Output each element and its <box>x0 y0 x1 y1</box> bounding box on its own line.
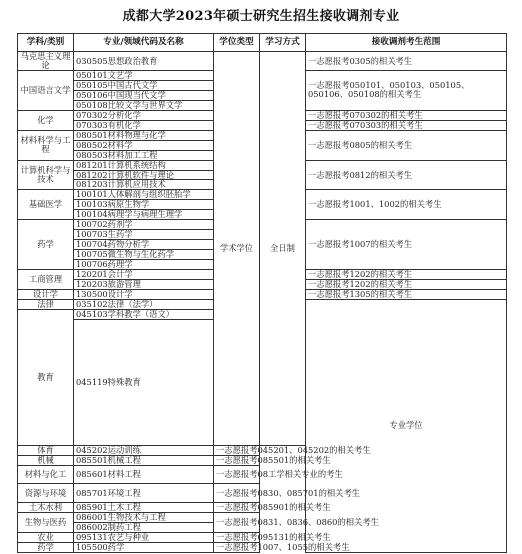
major-cell: 080503材料加工工程 <box>74 150 214 160</box>
subject-cell: 基础医学 <box>18 190 74 220</box>
subject-cell: 材料科学与工程 <box>18 130 74 160</box>
degree-type-cell: 专业学位 <box>306 299 507 552</box>
major-cell: 070303有机化学 <box>74 120 214 130</box>
degree-type-cell: 学术学位 <box>214 52 260 446</box>
major-cell: 045202运动训练 <box>74 446 214 456</box>
major-cell: 045119特殊教育 <box>74 319 214 445</box>
scope-cell: 一志愿报考045201、045202的相关考生 <box>214 446 260 456</box>
table-row <box>18 52 507 71</box>
scope-cell: 一志愿报考085901的相关考生 <box>214 503 260 513</box>
major-cell: 045103学科教学（语文） <box>74 309 214 319</box>
scope-cell: 一志愿报考1001、1002的相关考生 <box>306 190 507 220</box>
table-header-row <box>18 34 507 52</box>
major-cell: 095131农艺与种业 <box>74 532 214 542</box>
major-cell: 081201计算机系统结构 <box>74 160 214 170</box>
subject-cell: 农业 <box>18 532 74 542</box>
major-cell: 105500药学 <box>74 542 214 552</box>
subject-cell: 机械 <box>18 456 74 466</box>
subject-cell: 土木水利 <box>18 503 74 513</box>
scope-cell: 一志愿报考070303的相关考生 <box>306 120 507 130</box>
header-subject: 学科/类别 <box>18 34 74 52</box>
major-cell: 080501材料物理与化学 <box>74 130 214 140</box>
subject-cell: 资源与环境 <box>18 484 74 503</box>
header-scope: 接收调剂考生范围 <box>306 34 507 52</box>
major-cell: 100706药理学 <box>74 260 214 270</box>
subject-cell: 教育 <box>18 309 74 445</box>
major-cell: 050108比较文学与世界文学 <box>74 100 214 110</box>
major-cell: 080502材料学 <box>74 140 214 150</box>
subject-cell: 体育 <box>18 446 74 456</box>
subject-cell: 生物与医药 <box>18 513 74 533</box>
scope-cell: 一志愿报考095131的相关考生 <box>214 532 260 542</box>
scope-cell: 一志愿报考1305的相关考生 <box>306 289 507 299</box>
major-cell: 085901土木工程 <box>74 503 214 513</box>
major-cell: 050101文艺学 <box>74 71 214 81</box>
major-cell: 100702药剂学 <box>74 220 214 230</box>
major-cell: 120201会计学 <box>74 270 214 280</box>
scope-cell: 一志愿报考050101、050103、050105、050106、050108的相关考生 <box>306 71 507 111</box>
subject-cell: 药学 <box>18 220 74 270</box>
major-cell: 085601材料工程 <box>74 466 214 484</box>
major-cell: 050105中国古代文学 <box>74 80 214 90</box>
major-cell: 086002制药工程 <box>74 522 214 532</box>
major-cell: 130500设计学 <box>74 289 214 299</box>
major-cell: 035102法律（法学） <box>74 299 214 309</box>
subject-cell: 中国语言文学 <box>18 71 74 111</box>
subject-cell: 法律 <box>18 299 74 309</box>
subject-cell: 化学 <box>18 110 74 130</box>
major-cell: 100103病原生物学 <box>74 200 214 210</box>
scope-cell: 一志愿报考085501的相关考生 <box>214 456 260 466</box>
scope-cell: 一志愿报考08工学相关专业的考生 <box>214 466 260 484</box>
document-title: 成都大学2023年硕士研究生招生接收调剂专业 <box>122 9 400 24</box>
subject-cell: 工商管理 <box>18 270 74 290</box>
header-degree-type: 学位类型 <box>214 34 260 52</box>
major-cell: 086001生物技术与工程 <box>74 513 214 523</box>
major-cell: 100104病理学与病理生理学 <box>74 210 214 220</box>
major-cell: 081203计算机应用技术 <box>74 180 214 190</box>
major-cell: 030505思想政治教育 <box>74 52 214 71</box>
subject-cell: 药学 <box>18 542 74 552</box>
subject-cell: 马克思主义理论 <box>18 52 74 71</box>
study-mode-cell: 全日制 <box>260 52 306 446</box>
major-cell: 081202计算机软件与理论 <box>74 170 214 180</box>
scope-cell: 一志愿报考0805的相关考生 <box>306 130 507 160</box>
major-cell: 085501机械工程 <box>74 456 214 466</box>
scope-cell: 一志愿报考1202的相关考生 <box>306 270 507 280</box>
header-study-mode: 学习方式 <box>260 34 306 52</box>
subject-cell: 设计学 <box>18 289 74 299</box>
scope-cell: 一志愿报考0831、0836、0860的相关考生 <box>214 513 260 533</box>
subject-cell: 计算机科学与技术 <box>18 160 74 190</box>
scope-cell: 一志愿报考1202的相关考生 <box>306 280 507 290</box>
scope-cell: 一志愿报考1007的相关考生 <box>306 220 507 270</box>
scope-cell: 一志愿报考0305的相关考生 <box>306 52 507 71</box>
scope-cell: 一志愿报考070302的相关考生 <box>306 110 507 120</box>
major-cell: 085701环境工程 <box>74 484 214 503</box>
major-cell: 070302分析化学 <box>74 110 214 120</box>
admissions-table <box>17 33 507 553</box>
subject-cell: 材料与化工 <box>18 466 74 484</box>
major-cell: 100704药物分析学 <box>74 240 214 250</box>
major-cell: 120203旅游管理 <box>74 280 214 290</box>
scope-cell: 一志愿报考0830、085701的相关考生 <box>214 484 260 503</box>
major-cell: 100705微生物与生化药学 <box>74 250 214 260</box>
scope-cell: 一志愿报考1007、1055的相关考生 <box>214 542 260 552</box>
scope-cell: 一志愿报考0812的相关考生 <box>306 160 507 190</box>
header-major: 专业/领域代码及名称 <box>74 34 214 52</box>
major-cell: 100703生药学 <box>74 230 214 240</box>
major-cell: 100101人体解剖与组织胚胎学 <box>74 190 214 200</box>
major-cell: 050106中国现当代文学 <box>74 90 214 100</box>
